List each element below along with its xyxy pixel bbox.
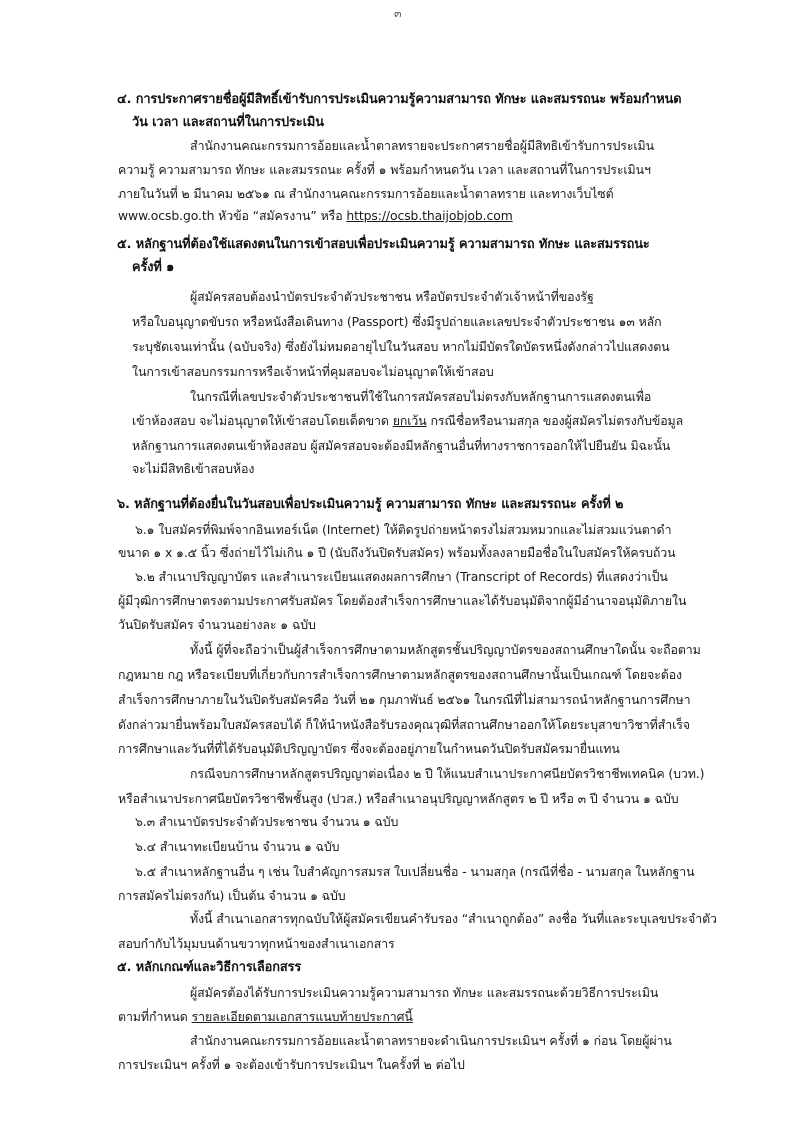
paragraph-line: ทั้งนี้ ผู้ที่จะถือว่าเป็นผู้สำเร็จการศึกษาตามหลักสูตรชั้นปริญญาบัตรของสถานศึกษาใดนั้น จะถือตาม [190,642,701,657]
paragraph-line: สำนักงานคณะกรรมการอ้อยและน้ำตาลทรายจะประกาศรายชื่อผู้มีสิทธิเข้ารับการประเมิน [190,138,654,153]
paragraph-line: ผู้สมัครสอบต้องนำบัตรประจำตัวประชาชน หรือบัตรประจำตัวเจ้าหน้าที่ของรัฐ [190,289,594,304]
paragraph-line: การศึกษาและวันที่ที่ได้รับอนุมัติปริญญาบัตร ซึ่งจะต้องอยู่ภายในกำหนดวันปิดรับสมัครมายื่นแทน [118,741,620,756]
paragraph-line: ผู้สมัครต้องได้รับการประเมินความรู้ความสามารถ ทักษะ และสมรรถนะด้วยวิธีการประเมิน [190,985,659,1000]
paragraph-line: การประเมินฯ ครั้งที่ ๑ จะต้องเข้ารับการประเมินฯ ในครั้งที่ ๒ ต่อไป [118,1057,465,1072]
list-item-cont: การสมัครไม่ตรงกัน) เป็นต้น จำนวน ๑ ฉบับ [118,888,346,903]
list-item: ๖.๔ สำเนาทะเบียนบ้าน จำนวน ๑ ฉบับ [135,839,340,854]
section-6-heading: ๖. หลักฐานที่ต้องยื่นในวันสอบเพื่อประเมินความรู้ ความสามารถ ทักษะ และสมรรถนะ ครั้งที่ ๒ [117,497,624,512]
list-item-cont: ขนาด ๑ x ๑.๕ นิ้ว ซึ่งถ่ายไว้ไม่เกิน ๑ ปี (นับถึงวันปิดรับสมัคร) พร้อมทั้งลงลายมือชื่อในใบสมัครให้ครบถ้วน [118,545,676,560]
paragraph-line: สอบกำกับไว้มุมบนด้านขวาทุกหน้าของสำเนาเอกสาร [118,936,395,951]
list-item: ๖.๓ สำเนาบัตรประจำตัวประชาชน จำนวน ๑ ฉบับ [135,814,399,829]
paragraph-line: หรือสำเนาประกาศนียบัตรวิชาชีพชั้นสูง (ปวส.) หรือสำเนาอนุปริญญาหลักสูตร ๒ ปี หรือ ๓ ปี จำนวน ๑ ฉบับ [118,791,679,806]
underlined-text: รายละเอียดตามเอกสารแนบท้ายประกาศนี้ [191,1009,413,1024]
paragraph-line: ภายในวันที่ ๒ มีนาคม ๒๕๖๑ ณ สำนักงานคณะกรรมการอ้อยและน้ำตาลทราย และทางเว็บไซต์ [118,186,614,201]
paragraph-line: ในการเข้าสอบกรรมการหรือเจ้าหน้าที่คุมสอบจะไม่อนุญาตให้เข้าสอบ [132,364,494,379]
list-item: ๖.๒ สำเนาปริญญาบัตร และสำเนาระเบียนแสดงผลการศึกษา (Transcript of Records) ที่แสดงว่าเป็น [135,569,668,584]
section-5-heading: ๕. หลักฐานที่ต้องใช้แสดงตนในการเข้าสอบเพื่อประเมินความรู้ ความสามารถ ทักษะ และสมรรถนะ [117,237,650,252]
paragraph-line: กฎหมาย กฎ หรือระเบียบที่เกี่ยวกับการสำเร็จการศึกษาตามหลักสูตรของสถานศึกษานั้นเป็นเกณฑ์ โดยจะต้อง [118,667,682,682]
paragraph-line: ดังกล่าวมายื่นพร้อมใบสมัครสอบได้ ก็ให้นำหนังสือรับรองคุณวุฒิที่สถานศึกษาออกให้โดยระบุสาขาวิชาที่สำเร็จ [118,717,690,732]
section-selection-heading: ๕. หลักเกณฑ์และวิธีการเลือกสรร [117,960,302,975]
paragraph-line [118,207,513,225]
paragraph-line [132,412,683,430]
section-5-heading-cont: ครั้งที่ ๑ [132,260,175,275]
paragraph-line: สำเร็จการศึกษาภายในวันปิดรับสมัครคือ วันที่ ๒๑ กุมภาพันธ์ ๒๕๖๑ ในกรณีที่ไม่สามารถนำหลักฐานการศึกษา [118,692,691,707]
paragraph-line: กรณีจบการศึกษาหลักสูตรปริญญาต่อเนื่อง ๒ ปี ให้แนบสำเนาประกาศนียบัตรวิชาชีพเทคนิค (บวท.) [190,766,705,781]
list-item: ๖.๑ ใบสมัครที่พิมพ์จากอินเทอร์เน็ต (Internet) ให้ติดรูปถ่ายหน้าตรงไม่สวมหมวกและไม่สวมแว่นตาดำ [135,522,672,537]
paragraph-line: ระบุชัดเจนเท่านั้น (ฉบับจริง) ซึ่งยังไม่หมดอายุไปในวันสอบ หากไม่มีบัตรใดบัตรหนึ่งดังกล่าวไปแสดงตน [132,339,670,354]
text: ตามที่กำหนด [118,1009,192,1024]
paragraph-line: ทั้งนี้ สำเนาเอกสารทุกฉบับให้ผู้สมัครเขียนคำรับรอง “สำเนาถูกต้อง” ลงชื่อ วันที่และระบุเลขประจำตัว [190,911,717,926]
paragraph-line: ความรู้ ความสามารถ ทักษะ และสมรรถนะ ครั้งที่ ๑ พร้อมกำหนดวัน เวลา และสถานที่ในการประเมินฯ [118,162,651,177]
paragraph-line: ในกรณีที่เลขประจำตัวประชาชนที่ใช้ในการสมัครสอบไม่ตรงกับหลักฐานการแสดงตนเพื่อ [190,389,652,404]
list-item: ๖.๕ สำเนาหลักฐานอื่น ๆ เช่น ใบสำคัญการสมรส ใบเปลี่ยนชื่อ - นามสกุล (กรณีที่ชื่อ - นามสกุล ในหลักฐาน [135,864,695,879]
list-item-cont: วันปิดรับสมัคร จำนวนอย่างละ ๑ ฉบับ [118,617,316,632]
text: กรณีชื่อหรือนามสกุล ของผู้สมัครไม่ตรงกับข้อมูล [426,413,684,428]
text: เข้าห้องสอบ จะไม่อนุญาตให้เข้าสอบโดยเด็ดขาด [132,413,393,428]
text: www.ocsb.go.th หัวข้อ “สมัครงาน” หรือ [118,208,347,223]
page-number: ๓ [394,7,402,20]
paragraph-line: จะไม่มีสิทธิเข้าสอบห้อง [132,461,255,476]
underlined-text: ยกเว้น [392,413,427,428]
paragraph-line [118,1008,413,1026]
section-4-heading: ๔. การประกาศรายชื่อผู้มีสิทธิ์เข้ารับการประเมินความรู้ความสามารถ ทักษะ และสมรรถนะ พร้อมกำหนด [117,92,682,107]
website-link[interactable]: https://ocsb.thaijobjob.com [346,208,513,223]
paragraph-line: สำนักงานคณะกรรมการอ้อยและน้ำตาลทรายจะดำเนินการประเมินฯ ครั้งที่ ๑ ก่อน โดยผู้ผ่าน [190,1033,672,1048]
section-4-heading-cont: วัน เวลา และสถานที่ในการประเมิน [132,115,324,130]
paragraph-line: หรือใบอนุญาตขับรถ หรือหนังสือเดินทาง (Passport) ซึ่งมีรูปถ่ายและเลขประจำตัวประชาชน ๑๓ หลัก [132,314,662,329]
list-item-cont: ผู้มีวุฒิการศึกษาตรงตามประกาศรับสมัคร โดยต้องสำเร็จการศึกษาและได้รับอนุมัติจากผู้มีอำนาจอนุมัติภายใน [118,593,687,608]
paragraph-line: หลักฐานการแสดงตนเข้าห้องสอบ ผู้สมัครสอบจะต้องมีหลักฐานอื่นที่ทางราชการออกให้ไปยืนยัน มิฉะนั้น [132,438,671,453]
